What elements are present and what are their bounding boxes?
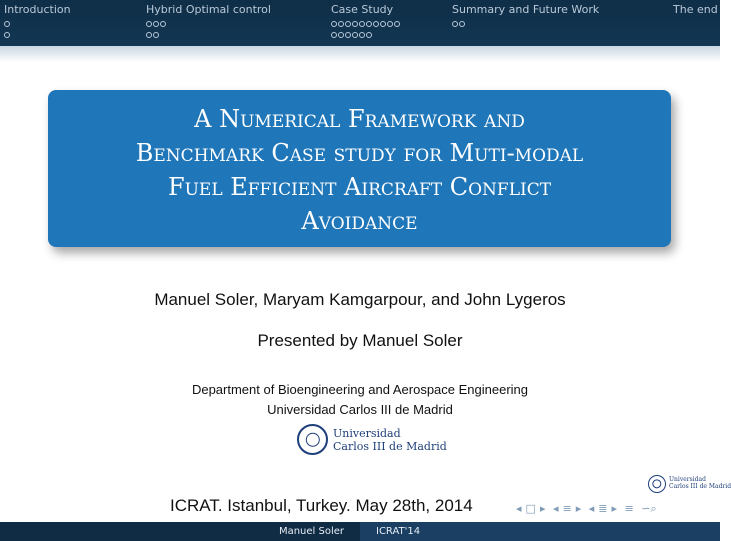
presented-by: Presented by Manuel Soler: [257, 331, 463, 350]
subsection-icon[interactable]: ≡: [562, 502, 572, 515]
frame-dots-summary-row1: [452, 18, 466, 27]
arrow-left-icon[interactable]: ◂: [552, 502, 559, 515]
presentation-title: [48, 102, 671, 238]
top-navigation: [0, 0, 720, 46]
university-logo: [297, 424, 447, 456]
frame-dot[interactable]: [373, 21, 379, 27]
venue-date: ICRAT. Istanbul, Turkey. May 28th, 2014: [170, 496, 473, 515]
arrow-right-icon[interactable]: ▸: [539, 502, 546, 515]
title-box: [48, 90, 671, 247]
appendix-icon[interactable]: ≡: [624, 502, 634, 515]
frame-dot[interactable]: [146, 21, 152, 27]
footer: [0, 522, 720, 541]
corner-logo-line-2: Carlos III de Madrid: [669, 482, 731, 490]
nav-section-case-study[interactable]: Case Study: [331, 3, 394, 16]
section-icon[interactable]: ≣: [598, 502, 608, 515]
frame-dots-hybrid-row2: [146, 29, 160, 38]
nav-section-summary[interactable]: Summary and Future Work: [452, 3, 600, 16]
frame-dot[interactable]: [359, 21, 365, 27]
department: Department of Bioengineering and Aerospace Engineering: [191, 382, 529, 397]
title-line-4: Avoidance: [301, 207, 418, 235]
logo-line-2: Carlos III de Madrid: [333, 439, 447, 453]
frame-dot[interactable]: [345, 21, 351, 27]
logo-line-1: Universidad: [333, 427, 401, 440]
frame-dot[interactable]: [459, 21, 465, 27]
frame-dot[interactable]: [359, 32, 365, 38]
frame-dot[interactable]: [366, 21, 372, 27]
frame-dot[interactable]: [345, 32, 351, 38]
frame-dot[interactable]: [394, 21, 400, 27]
search-icon[interactable]: ∽⌕: [641, 502, 657, 515]
frame-dots-case-study-row2: [331, 29, 373, 38]
frame-dots-introduction-row1: [4, 18, 11, 27]
header-gradient-band: [0, 46, 720, 62]
corner-logo-text: [669, 477, 731, 491]
arrow-right-icon[interactable]: ▸: [611, 502, 618, 515]
footer-event: ICRAT'14: [360, 522, 720, 541]
frame-dot[interactable]: [352, 21, 358, 27]
frame-dot[interactable]: [153, 32, 159, 38]
frame-dot[interactable]: [352, 32, 358, 38]
seal-icon: [297, 424, 328, 455]
frame-dot[interactable]: [338, 21, 344, 27]
nav-section-the-end[interactable]: The end: [673, 3, 718, 16]
frame-dots-hybrid-row1: [146, 18, 167, 27]
nav-section-introduction[interactable]: Introduction: [4, 3, 71, 16]
corner-logo: [648, 474, 731, 496]
frame-dot[interactable]: [160, 21, 166, 27]
footer-author: Manuel Soler: [0, 522, 360, 541]
frame-dots-introduction-row2: [4, 29, 11, 38]
frame-dot[interactable]: [452, 21, 458, 27]
frame-dot[interactable]: [387, 21, 393, 27]
frame-dot[interactable]: [338, 32, 344, 38]
arrow-left-icon[interactable]: ◂: [588, 502, 595, 515]
frame-dot[interactable]: [146, 32, 152, 38]
frame-icon[interactable]: □: [525, 502, 536, 515]
arrow-left-icon[interactable]: ◂: [516, 502, 522, 515]
authors: Manuel Soler, Maryam Kamgarpour, and John Lygeros: [154, 290, 566, 309]
frame-dot[interactable]: [366, 32, 372, 38]
frame-dot[interactable]: [331, 21, 337, 27]
nav-section-hybrid-optimal-control[interactable]: Hybrid Optimal control: [146, 3, 271, 16]
corner-logo-line-1: Universidad: [669, 476, 706, 483]
frame-dot[interactable]: [4, 21, 10, 27]
title-line-2: Benchmark Case study for Muti-modal: [135, 139, 584, 167]
university: Universidad Carlos III de Madrid: [267, 402, 453, 417]
frame-dot[interactable]: [153, 21, 159, 27]
frame-dots-case-study-row1: [331, 18, 401, 27]
title-line-1: A Numerical Framework and: [194, 105, 525, 133]
frame-dot[interactable]: [331, 32, 337, 38]
title-line-3: Fuel Efficient Aircraft Conflict: [167, 173, 552, 201]
logo-text: [333, 428, 447, 453]
arrow-right-icon[interactable]: ▸: [575, 502, 582, 515]
seal-icon: [648, 475, 666, 493]
frame-dot[interactable]: [4, 32, 10, 38]
frame-dot[interactable]: [380, 21, 386, 27]
beamer-navigation-symbols: [516, 502, 661, 516]
